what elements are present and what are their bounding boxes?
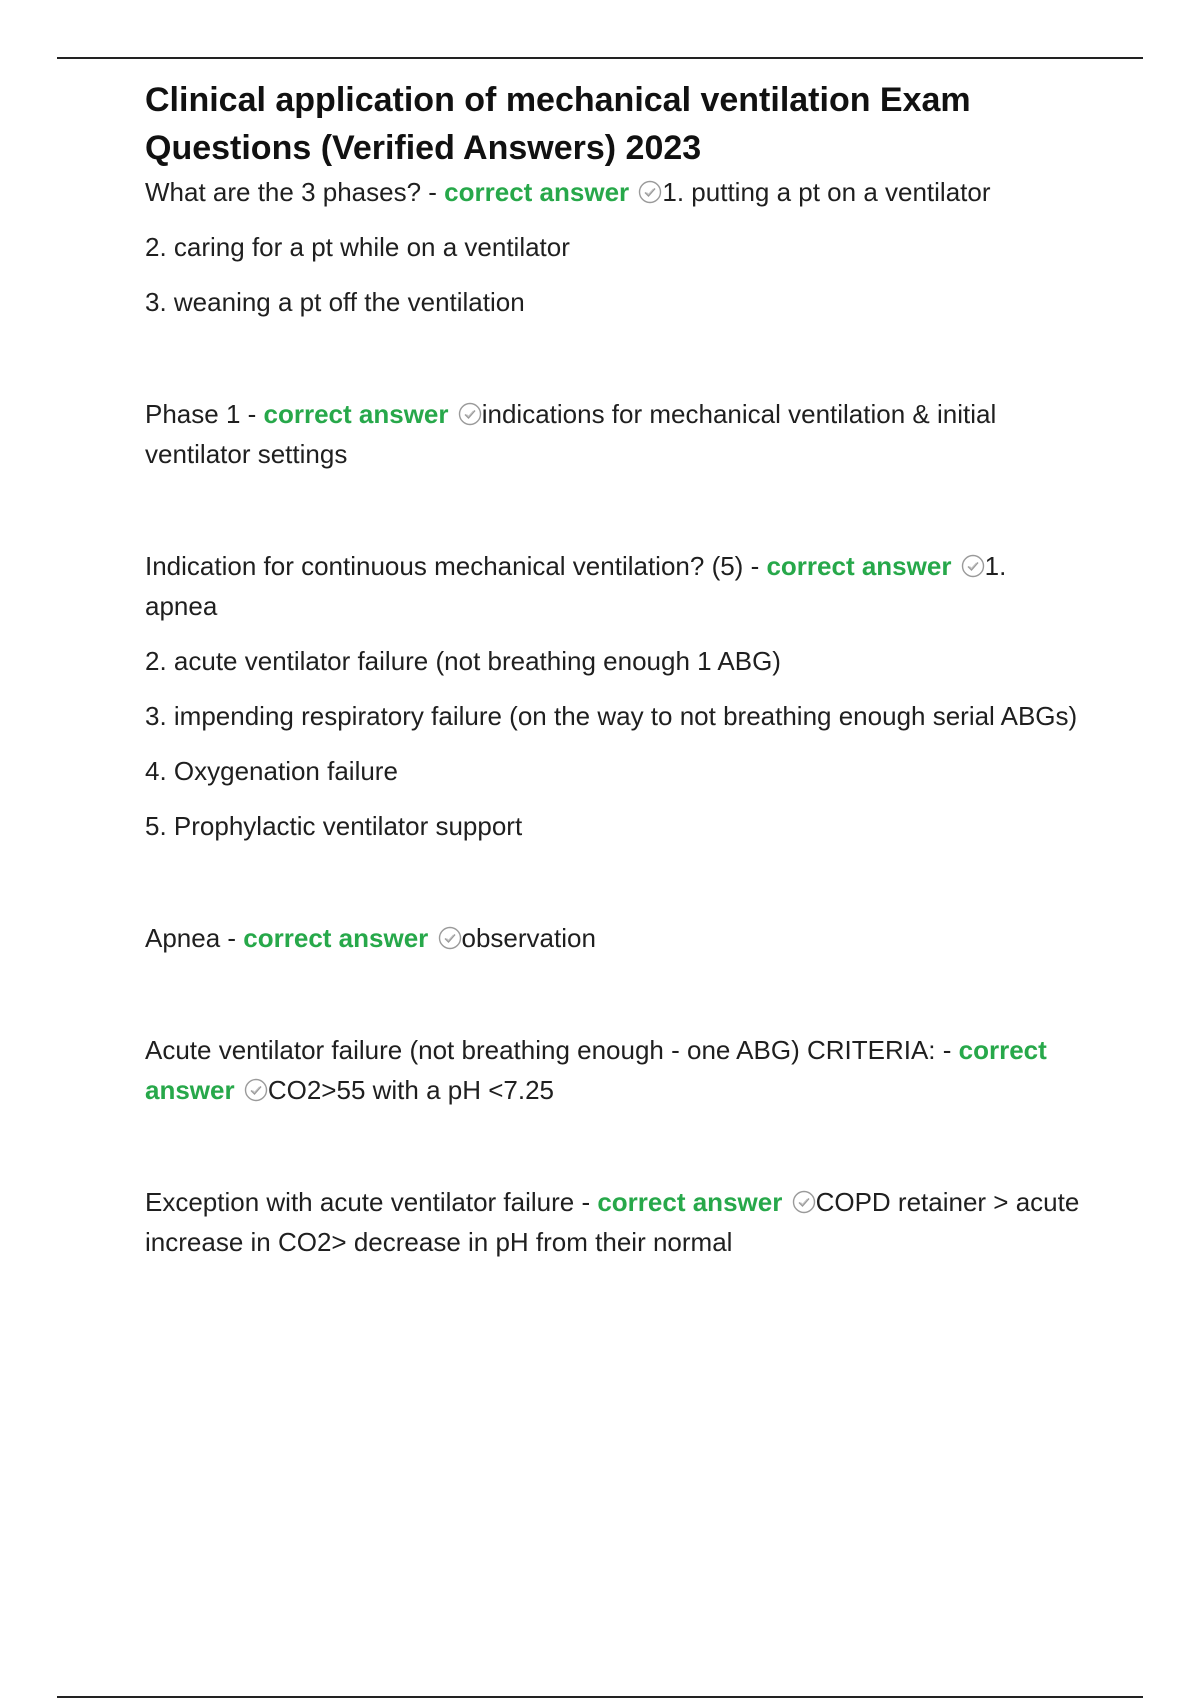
top-divider xyxy=(57,57,1143,59)
qa-line xyxy=(145,1182,1085,1262)
document-page xyxy=(145,76,1085,1277)
verified-check-icon xyxy=(438,926,462,950)
question-text: Apnea xyxy=(145,923,221,953)
answer-line: 3. weaning a pt off the ventilation xyxy=(145,287,525,317)
question-text: Acute ventilator failure (not breathing enough - one ABG) CRITERIA: xyxy=(145,1035,936,1065)
separator: - xyxy=(743,551,767,581)
answer-line: 2. acute ventilator failure (not breathing enough 1 ABG) xyxy=(145,646,781,676)
answer-text: COPD retainer > acute increase in CO2> decrease in pH from their normal xyxy=(145,1187,1080,1257)
qa-line xyxy=(145,394,1085,474)
separator: - xyxy=(240,399,264,429)
qa-line xyxy=(145,918,1085,958)
answer-text: 1. putting a pt on a ventilator xyxy=(662,177,991,207)
answer-text: CO2>55 with a pH <7.25 xyxy=(267,1075,555,1105)
answer-text: 1. apnea xyxy=(145,551,1007,621)
answer-line: 3. impending respiratory failure (on the way to not breathing enough serial ABGs) xyxy=(145,701,1078,731)
verified-check-icon xyxy=(244,1078,268,1102)
answer-text: observation xyxy=(461,923,596,953)
answer-line: 5. Prophylactic ventilator support xyxy=(145,811,523,841)
qa-entry xyxy=(145,1030,1085,1110)
document-title: Clinical application of mechanical ventilation Exam Questions (Verified Answers) 2023 xyxy=(145,81,971,167)
qa-entry xyxy=(145,172,1085,322)
qa-line xyxy=(145,546,1085,626)
question-text: Phase 1 xyxy=(145,399,241,429)
answer-line: 4. Oxygenation failure xyxy=(145,756,398,786)
verified-check-icon xyxy=(458,402,482,426)
answer-text: indications for mechanical ventilation & initial ventilator settings xyxy=(145,399,997,469)
correct-answer-label: correct answer xyxy=(145,1035,1047,1105)
correct-answer-label: correct answer xyxy=(243,923,429,953)
question-text: Exception with acute ventilator failure xyxy=(145,1187,575,1217)
separator: - xyxy=(421,177,445,207)
correct-answer-label: correct answer xyxy=(263,399,449,429)
bottom-divider xyxy=(57,1696,1143,1698)
qa-entry xyxy=(145,546,1085,846)
correct-answer-label: correct answer xyxy=(597,1187,783,1217)
separator: - xyxy=(574,1187,598,1217)
verified-check-icon xyxy=(792,1190,816,1214)
qa-entry xyxy=(145,918,1085,958)
question-text: What are the 3 phases? xyxy=(145,177,422,207)
correct-answer-label: correct answer xyxy=(766,551,952,581)
qa-entry xyxy=(145,1182,1085,1262)
answer-line: 2. caring for a pt while on a ventilator xyxy=(145,232,570,262)
verified-check-icon xyxy=(961,554,985,578)
correct-answer-label: correct answer xyxy=(444,177,630,207)
qa-line xyxy=(145,1030,1085,1110)
separator: - xyxy=(220,923,244,953)
qa-line xyxy=(145,172,1085,212)
separator: - xyxy=(935,1035,959,1065)
qa-entry xyxy=(145,394,1085,474)
question-text: Indication for continuous mechanical ventilation? (5) xyxy=(145,551,744,581)
verified-check-icon xyxy=(638,180,662,204)
